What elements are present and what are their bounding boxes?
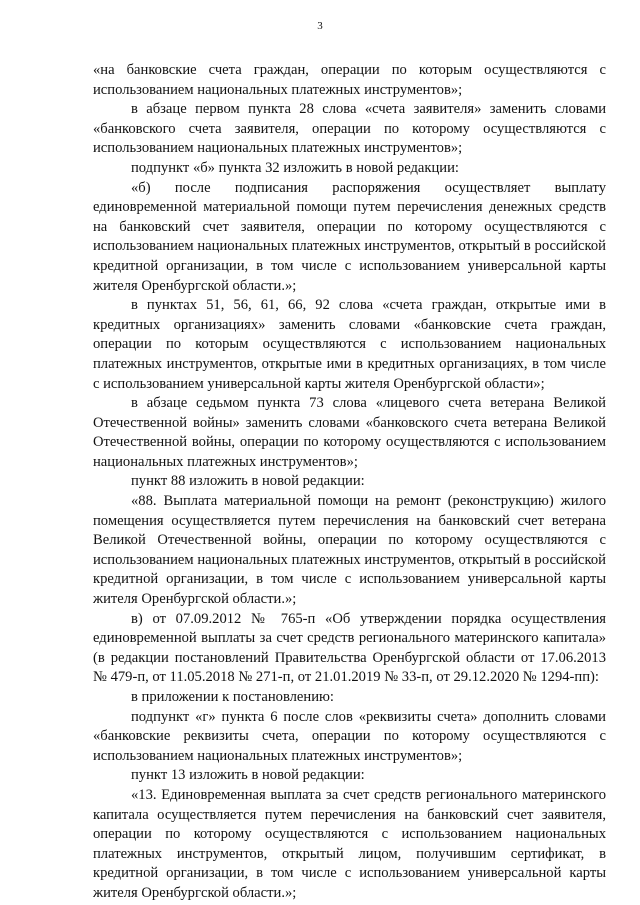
paragraph: в) от 07.09.2012 № 765-п «Об утверждении порядка осуществления единовременной выплаты за счет средств регионального материнского капитала» (в редакции постановлений Правительства Оренбургской области от 17.06.2013 № 479-п, от 11.05.2018 № 271-п, от 21.01.2019 № 33-п, от 29.12.2020 № 1294-пп):: [93, 610, 606, 686]
document-body: [93, 61, 606, 904]
paragraph: подпункт «б» пункта 32 изложить в новой редакции:: [131, 159, 459, 176]
paragraph: пункт 13 изложить в новой редакции:: [131, 767, 365, 784]
paragraph: «13. Единовременная выплата за счет средств регионального материнского капитала осуществляется путем перечисления на банковский счет заявителя, операции по которому осуществляются с использованием национальных платежных инструментов, открытый лицом, получившим сертификат, в кредитной организации, в том числе с использованием универсальной карты жителя Оренбургской области.»;: [93, 786, 606, 901]
paragraph: подпункт «г» пункта 6 после слов «реквизиты счета» дополнить словами «банковские реквизиты счета, операции по которому осуществляются с использованием национальных платежных инструментов»;: [93, 708, 606, 764]
paragraph: в абзаце седьмом пункта 73 слова «лицевого счета ветерана Великой Отечественной войны» заменить словами «банковского счета ветерана Великой Отечественной войны, операции по которому осуществляются с использованием национальных платежных инструментов»;: [93, 395, 606, 470]
paragraph: в абзаце первом пункта 28 слова «счета заявителя» заменить словами «банковского счета заявителя, операции по которому осуществляются с использованием национальных платежных инструментов»;: [93, 101, 606, 157]
paragraph: пункт 88 изложить в новой редакции:: [131, 473, 365, 490]
paragraph: «88. Выплата материальной помощи на ремонт (реконструкцию) жилого помещения осуществляется путем перечисления на банковский счет ветерана Великой Отечественной войны, операции по которому осуществляются с использованием национальных платежных инструментов, открытый в российской кредитной организации, в том числе с использованием универсальной карты жителя Оренбургской области.»;: [93, 493, 606, 608]
page-number: 3: [317, 20, 323, 32]
paragraph: «б) после подписания распоряжения осуществляет выплату единовременной материальной помощи путем перечисления денежных средств на банковский счет заявителя, операции по которому осуществляются с использованием национальных платежных инструментов, открытый в российской кредитной организации, в том числе с использованием универсальной карты жителя Оренбургской области.»;: [93, 179, 606, 294]
paragraph: «на банковские счета граждан, операции по которым осуществляются с использованием национальных платежных инструментов»;: [93, 62, 606, 98]
paragraph: в приложении к постановлению:: [131, 689, 334, 705]
paragraph: в пунктах 51, 56, 61, 66, 92 слова «счета граждан, открытые ими в кредитных организациях» заменить словами «банковские счета граждан, операции по которым осуществляются с использованием национальных платежных инструментов, открытые ими в кредитных организациях, в том числе с использованием универсальной карты жителя Оренбургской области»;: [93, 297, 606, 392]
